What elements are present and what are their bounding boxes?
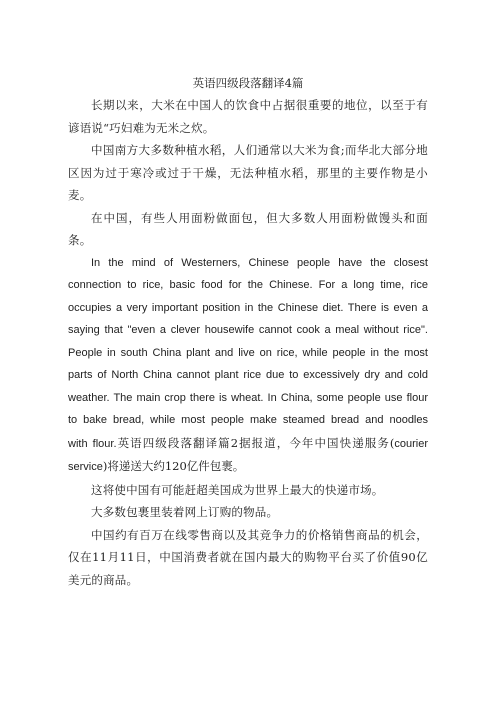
passage-2-intro-b: )将递送大约120亿件包裹。 [102,459,245,473]
paragraph-express-market: 这将使中国有可能赶超美国成为世界上最大的快递市场。 [91,482,384,497]
paragraph-singles-day: 中国约有百万在线零售商以及其竞争力的价格销售商品的机会，仅在11月11日，中国消费者就在国内最大的购物平台买了价值90亿美元的商品。 [68,527,428,587]
paragraph-rice-history: 长期以来，大米在中国人的饮食中占据很重要的地位，以至于有谚语说“巧妇难为无米之炊。 [68,98,428,135]
paragraph-flour: 在中国，有些人用面粉做面包，但大多数人用面粉做馒头和面条。 [68,210,428,247]
passage-2-intro-latin: courier service [68,437,428,473]
paragraph-online-orders: 大多数包裹里装着网上订购的物品。 [91,505,279,519]
english-translation-text: In the mind of Westerners, Chinese people have the closest connection to rice, basic food for the Chinese. For a long time, rice occupies a very important position in the Chinese diet. There is even a saying that "even a clever housewife cannot cook a meal without rice". People in south China plant and live on rice, while people in the most parts of North China cannot plant rice due to excessively dry and cold weather. The main crop there is wheat. In China, some people use flour to bake bread, while most people make steamed bread and noodles with flour. [68,256,428,450]
passage-2-intro-a: 英语四级段落翻译篇2据报道，今年中国快递服务( [116,435,395,450]
english-translation-paragraph [68,252,428,479]
paragraph-south-north: 中国南方大多数种植水稻，人们通常以大米为食;而华北大部分地区因为过于寒冷或过于干燥，无法种植水稻，那里的主要作物是小麦。 [68,143,428,202]
document-page [68,74,428,591]
document-title: 英语四级段落翻译4篇 [192,76,304,90]
